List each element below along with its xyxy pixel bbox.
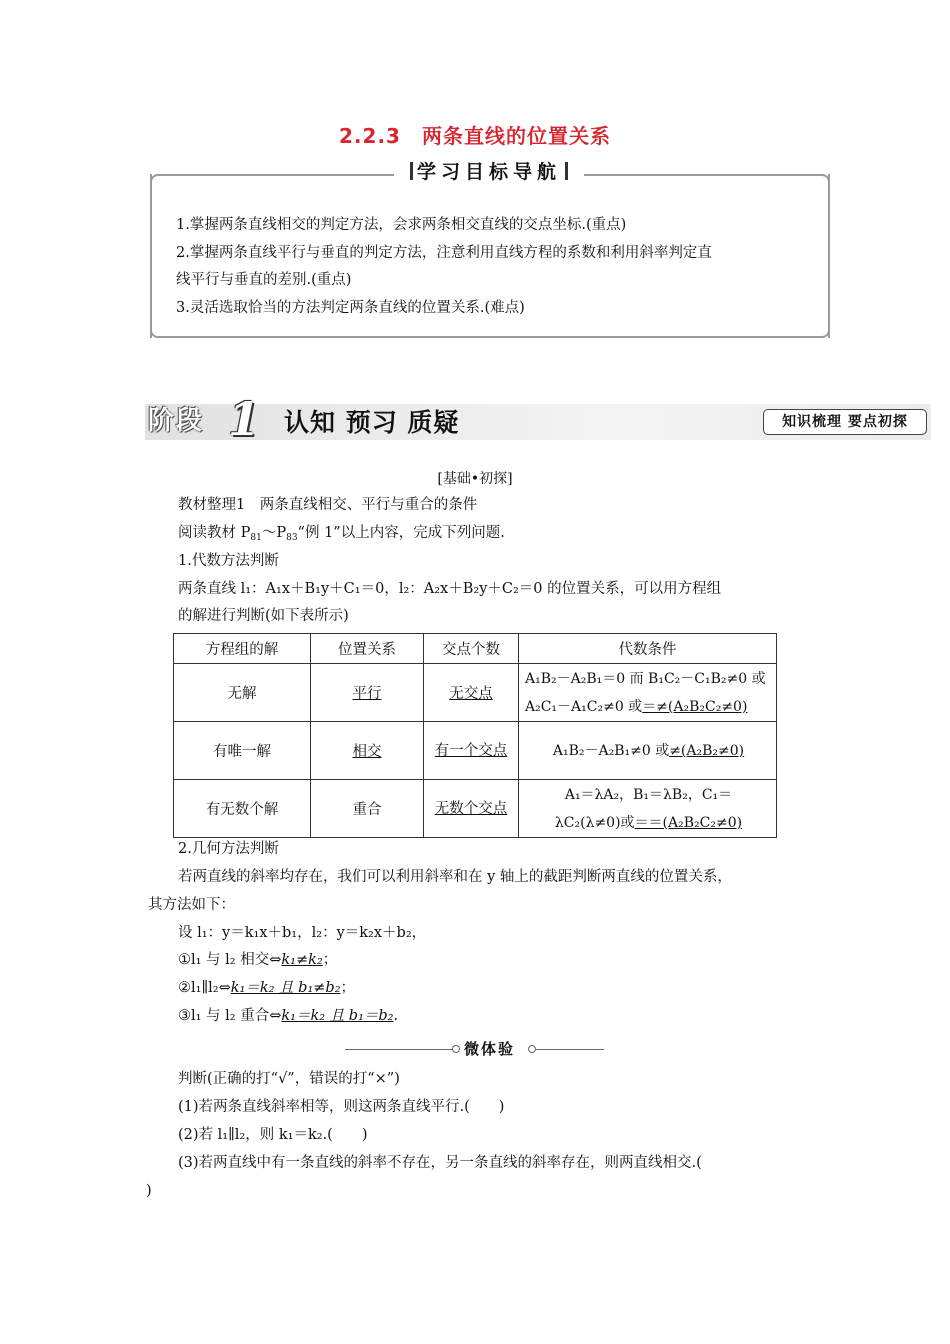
divider-dot xyxy=(452,1045,460,1053)
condition-end: ； xyxy=(322,952,338,968)
question-3-end: ) xyxy=(146,1183,152,1199)
table-header: 位置关系 xyxy=(311,634,424,664)
question-2: (2)若 l₁∥l₂，则 k₁＝k₂.( ) xyxy=(178,1127,368,1143)
cell-solution: 无解 xyxy=(174,664,311,722)
geometry-text-2: 其方法如下： xyxy=(148,897,235,913)
read-c: “例 1”以上内容，完成下列问题. xyxy=(297,525,505,541)
micro-intro: 判断(正确的打“√”，错误的打“×”) xyxy=(178,1071,400,1087)
divider-left xyxy=(345,1049,455,1050)
table-row xyxy=(174,722,777,780)
condition-line: A₁B₂－A₂B₁＝0 而 B₁C₂－C₁B₂≠0 或 xyxy=(525,670,766,687)
read-b: ～P xyxy=(261,525,287,541)
cell-solution: 有唯一解 xyxy=(174,722,311,780)
algebra-intro-2: 的解进行判断(如下表所示) xyxy=(178,608,349,624)
algebra-intro-1: 两条直线 l₁：A₁x＋B₁y＋C₁＝0，l₂：A₂x＋B₂y＋C₂＝0 的位置关系，可以用方程组 xyxy=(178,581,722,597)
question-1: (1)若两条直线斜率相等，则这两条直线平行.( ) xyxy=(178,1099,505,1115)
condition-intersect xyxy=(178,946,337,974)
geometry-text-1: 若两直线的斜率均存在，我们可以利用斜率和在 y 轴上的截距判断两直线的位置关系， xyxy=(178,869,732,885)
stage-word: 阶段 xyxy=(148,406,205,436)
condition-answer: k₁＝k₂ 且 b₁＝b₂ xyxy=(281,1008,394,1024)
read-a: 阅读教材 P xyxy=(178,525,251,541)
goal-heading-text: 学习目标导航 xyxy=(416,161,561,183)
goal-item: 线平行与垂直的差别.(重点) xyxy=(176,272,352,288)
table-header: 交点个数 xyxy=(424,634,519,664)
condition-label: ③l₁ 与 l₂ 重合⇔ xyxy=(178,1008,282,1024)
condition-end: ； xyxy=(340,980,356,996)
condition-line: A₂C₁－A₁C₂≠0 或 xyxy=(525,698,643,715)
condition-line: A₁＝λA₂，B₁＝λB₂，C₁＝ xyxy=(564,786,733,803)
cell-points: 有一个交点 xyxy=(424,722,519,780)
goal-item: 2.掌握两条直线平行与垂直的判定方法，注意利用直线方程的系数和利用斜率判定直 xyxy=(176,244,712,261)
stage-number: 1 xyxy=(228,392,261,446)
condition-answer: ＝≠(A₂B₂C₂≠0) xyxy=(642,698,748,715)
cell-points: 无交点 xyxy=(424,664,519,722)
table-header: 代数条件 xyxy=(519,634,777,664)
condition-answer: ＝＝(A₂B₂C₂≠0) xyxy=(634,814,743,831)
condition-answer: k₁＝k₂ 且 b₁≠b₂ xyxy=(230,980,341,996)
read-s2: 83 xyxy=(286,533,298,543)
goal-item: 1.掌握两条直线相交的判定方法，会求两条相交直线的交点坐标.(重点) xyxy=(176,217,627,233)
cell-condition xyxy=(519,780,777,838)
stage-tag: 知识梳理 要点初探 xyxy=(763,409,927,435)
condition-answer: ≠(A₂B₂≠0) xyxy=(669,742,745,759)
cell-relation: 相交 xyxy=(311,722,424,780)
cell-points: 无数个交点 xyxy=(424,780,519,838)
goal-item: 3.灵活选取恰当的方法判定两条直线的位置关系.(难点) xyxy=(176,299,525,316)
cell-relation: 平行 xyxy=(311,664,424,722)
divider-right xyxy=(536,1049,604,1050)
condition-answer: k₁≠k₂ xyxy=(281,952,323,968)
section-label: [基础•初探] xyxy=(437,471,513,487)
cell-condition xyxy=(519,722,777,780)
material-heading: 教材整理1 两条直线相交、平行与重合的条件 xyxy=(178,497,478,513)
cell-solution: 有无数个解 xyxy=(174,780,311,838)
condition-end: . xyxy=(393,1008,399,1024)
stage-title: 认知 预习 质疑 xyxy=(284,408,460,437)
question-3: (3)若两直线中有一条直线的斜率不存在，另一条直线的斜率存在，则两直线相交.( xyxy=(178,1155,702,1171)
condition-label: ①l₁ 与 l₂ 相交⇔ xyxy=(178,952,282,968)
page-title: 2.2.3 两条直线的位置关系 xyxy=(339,124,611,148)
cell-condition xyxy=(519,664,777,722)
condition-table xyxy=(173,633,777,838)
divider-dot xyxy=(528,1045,536,1053)
micro-heading: 微体验 xyxy=(464,1040,516,1058)
cell-relation: 重合 xyxy=(311,780,424,838)
table-row xyxy=(174,664,777,722)
geometry-heading: 2.几何方法判断 xyxy=(178,841,279,857)
line-setup: 设 l₁：y＝k₁x＋b₁，l₂：y＝k₂x＋b₂， xyxy=(178,925,427,941)
goal-heading xyxy=(394,158,584,186)
condition-line: A₁B₂－A₂B₁≠0 或 xyxy=(552,742,670,759)
condition-line: λC₂(λ≠0)或 xyxy=(554,814,635,831)
read-s1: 81 xyxy=(250,533,262,543)
algebra-heading: 1.代数方法判断 xyxy=(178,553,279,569)
condition-parallel xyxy=(178,974,355,1002)
table-row xyxy=(174,780,777,838)
condition-label: ②l₁∥l₂⇔ xyxy=(178,980,231,996)
condition-coincide xyxy=(178,1002,398,1030)
table-header: 方程组的解 xyxy=(174,634,311,664)
goal-list xyxy=(176,212,816,322)
